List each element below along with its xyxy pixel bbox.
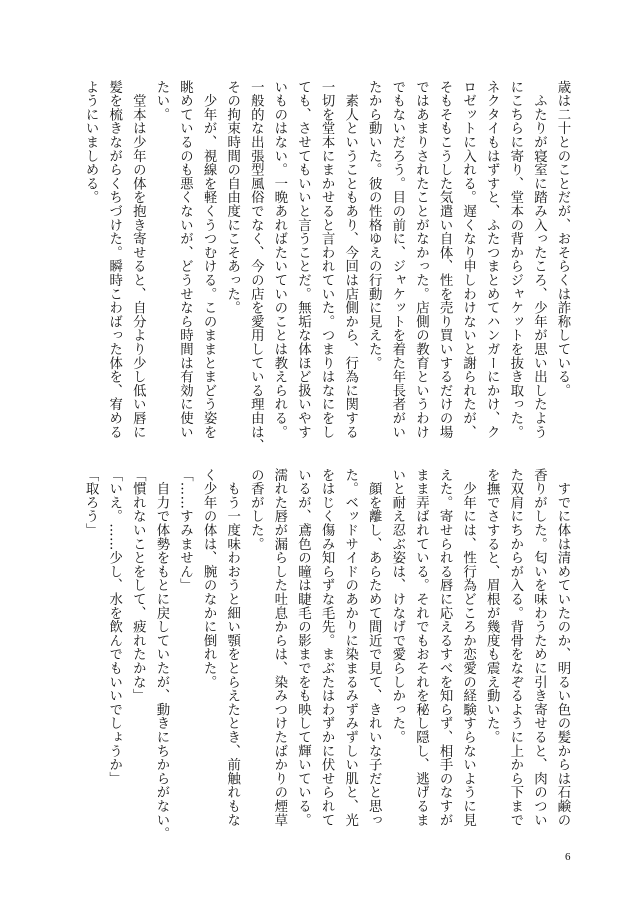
text-line: ではあまりされたことがなかった。店側の教育というわけ bbox=[413, 80, 429, 439]
text-line: もう一度味わおうと細い顎をとらえたとき、前触れもな bbox=[224, 468, 240, 827]
text-line: いものはない。一晩あればたいていのことは教えられる。 bbox=[271, 80, 287, 439]
text-line: いと耐え忍ぶ姿は、けなげで愛らしかった。 bbox=[389, 468, 405, 744]
text-line: ネクタイもはずすと、ふたつまとめてハンガーにかけ、ク bbox=[484, 80, 500, 439]
page-number: 6 bbox=[565, 851, 571, 863]
text-line: 濡れた唇が漏らした吐息からは、染みつけたばかりの煙草 bbox=[271, 468, 287, 827]
text-line: く少年の体は、腕のなかに倒れた。 bbox=[201, 468, 217, 689]
text-line: を撫でさすると、眉根が幾度も震え動いた。 bbox=[484, 468, 500, 744]
text-line: 自力で体勢をもとに戻していたが、動きにちからがない。 bbox=[153, 468, 169, 841]
text-line: た双肩にちからが入る。背骨をなぞるように上から下まで bbox=[507, 468, 523, 827]
text-line: その拘束時間の自由度にこそあった。 bbox=[224, 80, 240, 315]
text-line: 素人ということもあり、今回は店側から、行為に関する bbox=[342, 80, 358, 439]
text-block-top bbox=[83, 80, 574, 453]
text-line: にこちらに寄り、堂本の背からジャケットを抜き取った。 bbox=[507, 80, 523, 439]
text-line: ようにいましめる。 bbox=[83, 80, 99, 205]
text-line: 歳は二十とのことだが、おそらくは詐称している。 bbox=[555, 80, 570, 398]
text-line: まま弄ばれている。それでもおそれを秘し隠し、逃げるま bbox=[413, 468, 429, 827]
text-line: 髪を梳きながらくちづけた。瞬時こわばった体を、宥める bbox=[106, 80, 122, 439]
text-line: そもそもこうした気遣い自体、性を売り買いするだけの場 bbox=[437, 80, 453, 439]
text-line: 眺めているのも悪くないが、どうせなら時間は有効に使い bbox=[177, 80, 193, 439]
text-line: 少年が、視線を軽くうつむける。このままとまどう姿を bbox=[201, 80, 217, 439]
text-line: たい。 bbox=[153, 80, 169, 122]
text-line: えた。寄せられる唇に応えるすべを知らず、相手のなすが bbox=[437, 468, 453, 827]
text-line: 「いえ。……少し、水を飲んでもいいでしょうか」 bbox=[106, 468, 122, 786]
text-line: 「……すみません」 bbox=[177, 468, 193, 593]
text-line: 少年には、性行為どころか恋愛の経験すらないように見 bbox=[460, 468, 476, 827]
text-line: 一般的な出張型風俗でなく、今の店を愛用している理由は、 bbox=[248, 80, 264, 453]
text-block-bottom bbox=[83, 468, 574, 856]
text-line: をはじく傷み知らずな毛先。まぶたはわずかに伏せられて bbox=[319, 468, 335, 827]
text-line: た。ベッドサイドのあかりに染まるみずみずしい肌と、光 bbox=[342, 468, 358, 827]
text-line: 「慣れないことをして、疲れたかな」 bbox=[130, 468, 146, 703]
text-line: いるが、鳶色の瞳は睫毛の影までをも映して輝いている。 bbox=[295, 468, 311, 827]
text-line: 堂本は少年の体を抱き寄せると、自分より少し低い唇に bbox=[130, 80, 146, 439]
text-line: ふたりが寝室に踏み入ったころ、少年が思い出したよう bbox=[531, 80, 547, 439]
text-line: ても、させてもいいと言うことだ。無垢な体ほど扱いやす bbox=[295, 80, 311, 439]
text-line: でもないだろう。目の前に、ジャケットを着た年長者がい bbox=[389, 80, 405, 439]
text-line: ロゼットに入れる。遅くなり申しわけないと謝られたが、 bbox=[460, 80, 476, 439]
text-line: 「取ろう」 bbox=[83, 468, 99, 537]
text-line: 顔を離し、あらためて間近で見て、きれいな子だと思っ bbox=[366, 468, 382, 827]
text-line: の香がした。 bbox=[248, 468, 264, 551]
text-line: 一切を堂本にまかせると言われていた。つまりはなにをし bbox=[319, 80, 335, 439]
text-line: 香りがした。匂いを味わうために引き寄せると、肉のつい bbox=[531, 468, 547, 827]
text-line: すでに体は清めていたのか、明るい色の髪からは石鹸の bbox=[555, 468, 570, 827]
text-line: たから動いた。彼の性格ゆえの行動に見えた。 bbox=[366, 80, 382, 370]
